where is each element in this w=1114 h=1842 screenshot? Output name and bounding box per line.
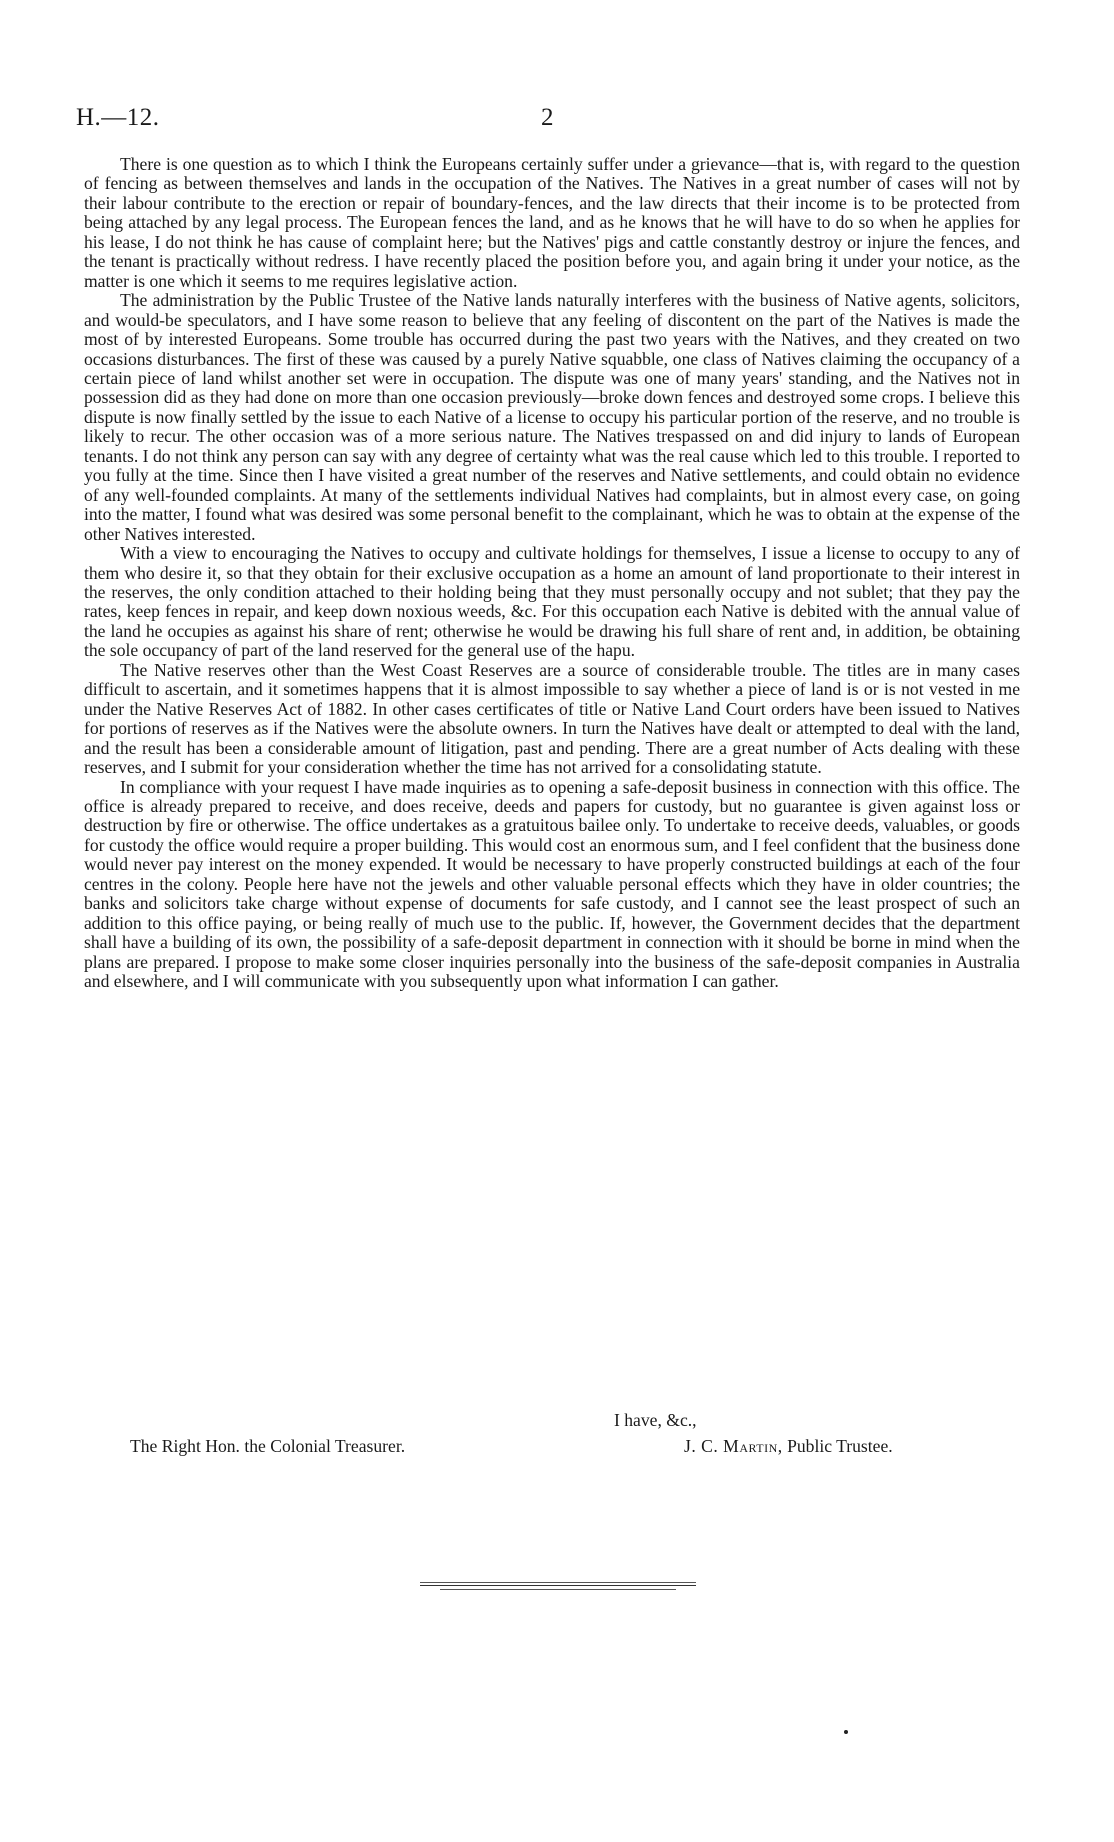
signature-name: J. C. Martin, — [684, 1436, 783, 1456]
addressee: The Right Hon. the Colonial Treasurer. — [130, 1436, 406, 1456]
section-divider — [420, 1582, 696, 1590]
signature — [684, 1436, 893, 1457]
paragraph-native-reserves: The Native reserves other than the West Coast Reserves are a source of considerable trouble. The titles are in many cases difficult to ascertain, and it sometimes happens that it is almost impossible to say whether a piece of land is or is not vested in me under the Native Reserves Act of 1882. In other cases certificates of title or Native Land Court orders have been issued to Natives for portions of reserves as if the Natives were the absolute owners. In turn the Natives have dealt or attempted to deal with the land, and the result has been a considerable amount of litigation, past and pending. There are a great number of Acts dealing with these reserves, and I submit for your consideration whether the time has not arrived for a consolidating statute. — [84, 659, 1020, 778]
page-header — [76, 104, 1016, 138]
paragraph-safe-deposit: In compliance with your request I have made inquiries as to opening a safe-deposit business in connection with this office. The office is already prepared to receive, and does receive, deeds and papers for custody, but no guarantee is given against loss or destruction by fire or otherwise. The office undertakes as a gratuitous bailee only. To undertake to receive deeds, valuables, or goods for custody the office would require a proper building. This would cost an enormous sum, and I feel confident that the business done would never pay interest on the money expended. It would be necessary to have properly constructed buildings at each of the four centres in the colony. People here have not the jewels and other valuable personal effects which they have in older countries; the banks and solicitors take charge without expense of documents for safe custody, and I cannot see the least prospect of such an addition to this office paying, or being really of much use to the public. If, however, the Government decides that the department shall have a building of its own, the possibility of a safe-deposit department in connection with it should be borne in mind when the plans are prepared. I propose to make some closer inquiries personally into the business of the safe-deposit companies in Australia and elsewhere, and I will communicate with you subsequently upon what information I can gather. — [84, 776, 1020, 992]
paragraph-administration: The administration by the Public Trustee of the Native lands naturally interferes with the business of Native agents, solicitors, and would-be speculators, and I have some reason to believe that any feeling of discontent on the part of the Natives is made the most of by interested Europeans. Some trouble has occurred during the past two years with the Natives, and they created on two occasions disturbances. The first of these was caused by a purely Native squabble, one class of Natives claiming the occupancy of a certain piece of land whilst another set were in occupation. The dispute was one of many years' standing, and the Natives not in possession did as they had done on more than one occasion previously—broke down fences and destroyed some crops. I believe this dispute is now finally settled by the issue to each Native of a license to occupy his particular portion of the reserve, and no trouble is likely to recur. The other occasion was of a more serious nature. The Natives trespassed on and did injury to lands of European tenants. I do not think any person can say with any degree of certainty what was the real cause which led to this trouble. I reported to you fully at the time. Since then I have visited a great number of the reserves and Native settlements, and could obtain no evidence of any well-founded complaints. At many of the settlements individual Natives had complaints, but in almost every case, on going into the matter, I found what was desired was some personal benefit to the complainant, which he was to obtain at the expense of the other Natives interested. — [84, 290, 1020, 544]
document-reference: H.—12. — [76, 104, 160, 131]
letter-body — [84, 155, 1020, 991]
closing-salutation: I have, &c., — [614, 1410, 697, 1430]
page-number: 2 — [541, 104, 554, 131]
letter-closing — [0, 1410, 1114, 1470]
ink-speck — [844, 1730, 848, 1734]
divider-line — [440, 1589, 676, 1590]
paragraph-fencing: There is one question as to which I think the Europeans certainly suffer under a grievance—that is, with regard to the question of fencing as between themselves and lands in the occupation of the Natives. The Natives in a great number of cases will not by their labour contribute to the erection or repair of boundary-fences, and the law directs that their income is to be protected from being attached by any legal process. The European fences the land, and as he knows that he will have to do so when he applies for his lease, I do not think he has cause of complaint here; but the Natives' pigs and cattle constantly destroy or injure the fences, and the tenant is practically without redress. I have recently placed the position before you, and again bring it under your notice, as the matter is one which it seems to me requires legislative action. — [84, 154, 1020, 291]
paragraph-licenses: With a view to encouraging the Natives to occupy and cultivate holdings for themselves, I issue a license to occupy to any of them who desire it, so that they obtain for their exclusive occupation as a home an amount of land proportionate to their interest in the reserves, the only condition attached to their holding being that they must personally occupy and not sublet; that they pay the rates, keep fences in repair, and keep down noxious weeds, &c. For this occupation each Native is debited with the annual value of the land he occupies as against his share of rent; otherwise he would be drawing his full share of rent and, in addition, be obtaining the sole occupancy of part of the land reserved for the general use of the hapu. — [84, 543, 1020, 661]
divider-line — [420, 1585, 696, 1586]
signature-title: Public Trustee. — [787, 1436, 893, 1456]
divider-line — [420, 1582, 696, 1583]
